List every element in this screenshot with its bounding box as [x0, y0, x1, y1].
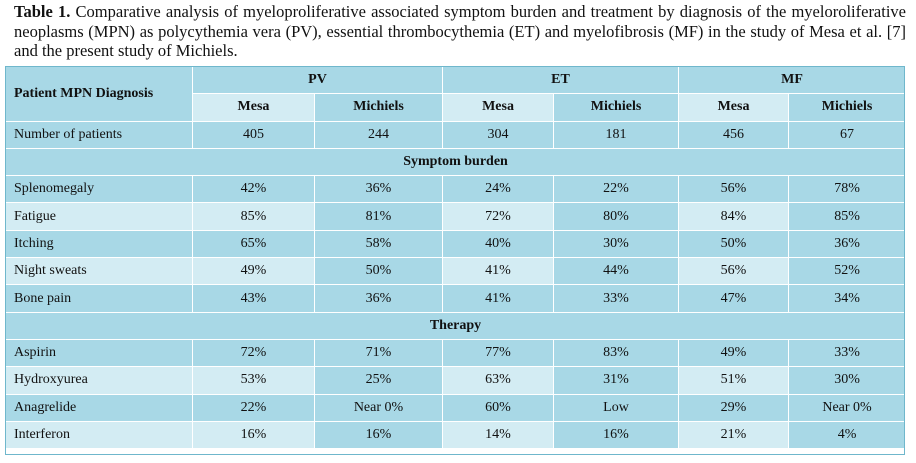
cell: 14% [443, 421, 554, 448]
caption-text: Comparative analysis of myeloproliferative associated symptom burden and treatment by diagnosis of the myeloroliferative neoplasms (MPN) as polycythemia vera (PV), essential thrombocythemia (ET) and myelofibrosis (MF) in the study of Mesa et al. [7] and the present study of Michiels. [14, 2, 907, 60]
cell: 34% [789, 285, 906, 312]
row-label: Itching [6, 230, 193, 257]
cell: 30% [789, 367, 906, 394]
cell: 49% [679, 339, 789, 366]
cell: 16% [554, 421, 679, 448]
section-header-symptoms: Symptom burden [6, 148, 906, 175]
table-row [6, 421, 906, 448]
cell: 83% [554, 339, 679, 366]
cell: 47% [679, 285, 789, 312]
cell: 41% [443, 285, 554, 312]
row-label: Bone pain [6, 285, 193, 312]
row-label: Number of patients [6, 121, 193, 148]
caption-label: Table 1. [14, 2, 71, 21]
cell: 21% [679, 421, 789, 448]
table-row [6, 258, 906, 285]
cell: 405 [193, 121, 315, 148]
cell: 58% [315, 230, 443, 257]
cell: 50% [315, 258, 443, 285]
cell: 78% [789, 176, 906, 203]
row-label: Hydroxyurea [6, 367, 193, 394]
table-row [6, 285, 906, 312]
cell: 33% [554, 285, 679, 312]
cell: 85% [193, 203, 315, 230]
cell: 44% [554, 258, 679, 285]
cell: 49% [193, 258, 315, 285]
subheader: Michiels [315, 94, 443, 121]
table-caption [14, 2, 906, 61]
comparison-table [5, 66, 906, 449]
cell: 4% [789, 421, 906, 448]
cell: 71% [315, 339, 443, 366]
table-row [6, 394, 906, 421]
subheader: Mesa [193, 94, 315, 121]
row-label: Interferon [6, 421, 193, 448]
cell: 77% [443, 339, 554, 366]
cell: 50% [679, 230, 789, 257]
cell: 16% [193, 421, 315, 448]
cell: 60% [443, 394, 554, 421]
cell: 33% [789, 339, 906, 366]
cell: 72% [193, 339, 315, 366]
section-header-therapy: Therapy [6, 312, 906, 339]
cell: 65% [193, 230, 315, 257]
subheader: Michiels [789, 94, 906, 121]
group-header-pv: PV [193, 67, 443, 94]
row-header: Patient MPN Diagnosis [6, 67, 193, 122]
cell: 36% [789, 230, 906, 257]
subheader: Mesa [443, 94, 554, 121]
cell: 24% [443, 176, 554, 203]
table-row [6, 367, 906, 394]
row-label: Anagrelide [6, 394, 193, 421]
table-row [6, 339, 906, 366]
cell: 72% [443, 203, 554, 230]
table-row [6, 176, 906, 203]
cell: 22% [554, 176, 679, 203]
row-label: Aspirin [6, 339, 193, 366]
cell: 36% [315, 285, 443, 312]
group-header-mf: MF [679, 67, 906, 94]
subheader: Mesa [679, 94, 789, 121]
table-row [6, 203, 906, 230]
cell: 53% [193, 367, 315, 394]
cell: 456 [679, 121, 789, 148]
cell: 43% [193, 285, 315, 312]
table-row [6, 230, 906, 257]
row-label: Splenomegaly [6, 176, 193, 203]
cell: 84% [679, 203, 789, 230]
cell: Low [554, 394, 679, 421]
row-label: Fatigue [6, 203, 193, 230]
cell: 51% [679, 367, 789, 394]
cell: 80% [554, 203, 679, 230]
group-header-et: ET [443, 67, 679, 94]
cell: Near 0% [315, 394, 443, 421]
cell: 31% [554, 367, 679, 394]
cell: 29% [679, 394, 789, 421]
cell: 16% [315, 421, 443, 448]
table-row [6, 121, 906, 148]
cell: 81% [315, 203, 443, 230]
cell: 25% [315, 367, 443, 394]
cell: 52% [789, 258, 906, 285]
cell: 30% [554, 230, 679, 257]
cell: 42% [193, 176, 315, 203]
cell: 85% [789, 203, 906, 230]
cell: Near 0% [789, 394, 906, 421]
cell: 63% [443, 367, 554, 394]
cell: 67 [789, 121, 906, 148]
cell: 41% [443, 258, 554, 285]
cell: 36% [315, 176, 443, 203]
cell: 56% [679, 176, 789, 203]
cell: 304 [443, 121, 554, 148]
subheader: Michiels [554, 94, 679, 121]
cell: 181 [554, 121, 679, 148]
cell: 244 [315, 121, 443, 148]
cell: 40% [443, 230, 554, 257]
row-label: Night sweats [6, 258, 193, 285]
cell: 56% [679, 258, 789, 285]
cell: 22% [193, 394, 315, 421]
